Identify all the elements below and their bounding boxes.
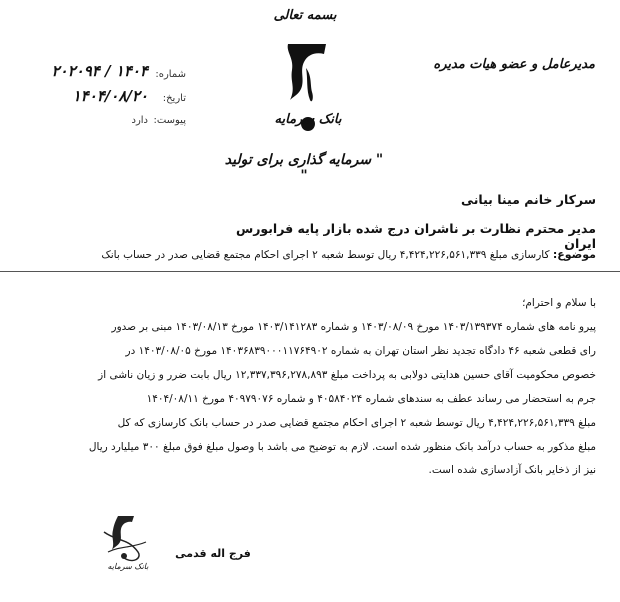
basmala: بسمه تعالی <box>273 8 337 23</box>
stamp-text: بانک سرمایه <box>107 562 149 571</box>
attachment-value: دارد <box>131 115 148 126</box>
greeting: با سلام و احترام؛ <box>522 297 596 309</box>
letter-number: ۱۴۰۴ / ۲۰۲۰۹۴ <box>51 62 148 80</box>
body-line: خصوص محکومیت آقای حسین هدایتی دولابی به پرداخت مبلغ ۱۲,۳۳۷,۳۹۶,۲۷۸,۸۹۳ ریال بابت ضرر و زیان ناشی از <box>98 369 596 381</box>
bank-stamp <box>98 512 158 578</box>
subject-label: موضوع: <box>552 248 596 261</box>
body-line: مبلغ مذکور به حساب درآمد بانک منظور شده است. لازم به توضیح می باشد با وصول مبلغ فوق مبلغ ۳۰۰ میلیارد ریال <box>88 441 596 453</box>
bank-slogan: " سرمایه گذاری برای تولید " <box>224 152 384 184</box>
bank-name: بانک سرمایه <box>274 112 342 127</box>
signer-name: فرج اله قدمی <box>175 547 251 560</box>
recipient-title: مدیر محترم نظارت بر ناشران درج شده بازار پایه فرابورس ایران <box>235 221 596 251</box>
recipient-name: سرکار خانم مینا بیانی <box>461 192 596 207</box>
subject-text: کارسازی مبلغ ۴,۴۲۴,۲۲۶,۵۶۱,۳۳۹ ریال توسط شعبه ۲ اجرای احکام مجتمع قضایی صدر در حساب بانک <box>101 249 550 261</box>
body-line: نیز از ذخایر بانک آزادسازی شده است. <box>428 464 596 476</box>
number-label: شماره: <box>155 69 186 80</box>
body-line: جرم به استحضار می رساند عطف به سندهای شماره ۴۰۵۸۴۰۲۴ و شماره ۴۰۹۷۹۰۷۶ مورخ ۱۴۰۴/۰۸/۱۱ <box>146 393 596 405</box>
body-line: رای قطعی شعبه ۴۶ دادگاه تجدید نظر استان تهران به شماره ۱۴۰۳۶۸۳۹۰۰۰۱۱۷۶۴۹۰۲ مورخ ۱۴۰۳/۰۸/۰۵ در <box>125 345 596 357</box>
divider <box>0 271 620 272</box>
body-line: مبلغ ۴,۴۲۴,۲۲۶,۵۶۱,۳۳۹ ریال توسط شعبه ۲ اجرای احکام مجتمع قضایی صدر در حساب بانک کارسازی که کل <box>117 417 596 429</box>
date-label: تاریخ: <box>162 93 186 104</box>
body-line: پیرو نامه های شماره ۱۴۰۳/۱۳۹۳۷۴ مورخ ۱۴۰۳/۰۸/۰۹ و شماره ۱۴۰۳/۱۴۱۲۸۳ مورخ ۱۴۰۳/۰۸/۱۳ مبنی بر صدور <box>111 321 596 333</box>
letter-date: ۱۴۰۴/۰۸/۲۰ <box>72 87 148 105</box>
subject-line <box>72 248 596 261</box>
attachment-label: پیوست: <box>153 115 186 126</box>
handwritten-recipient-note: مدیرعامل و عضو هیات مدیره <box>433 57 595 72</box>
